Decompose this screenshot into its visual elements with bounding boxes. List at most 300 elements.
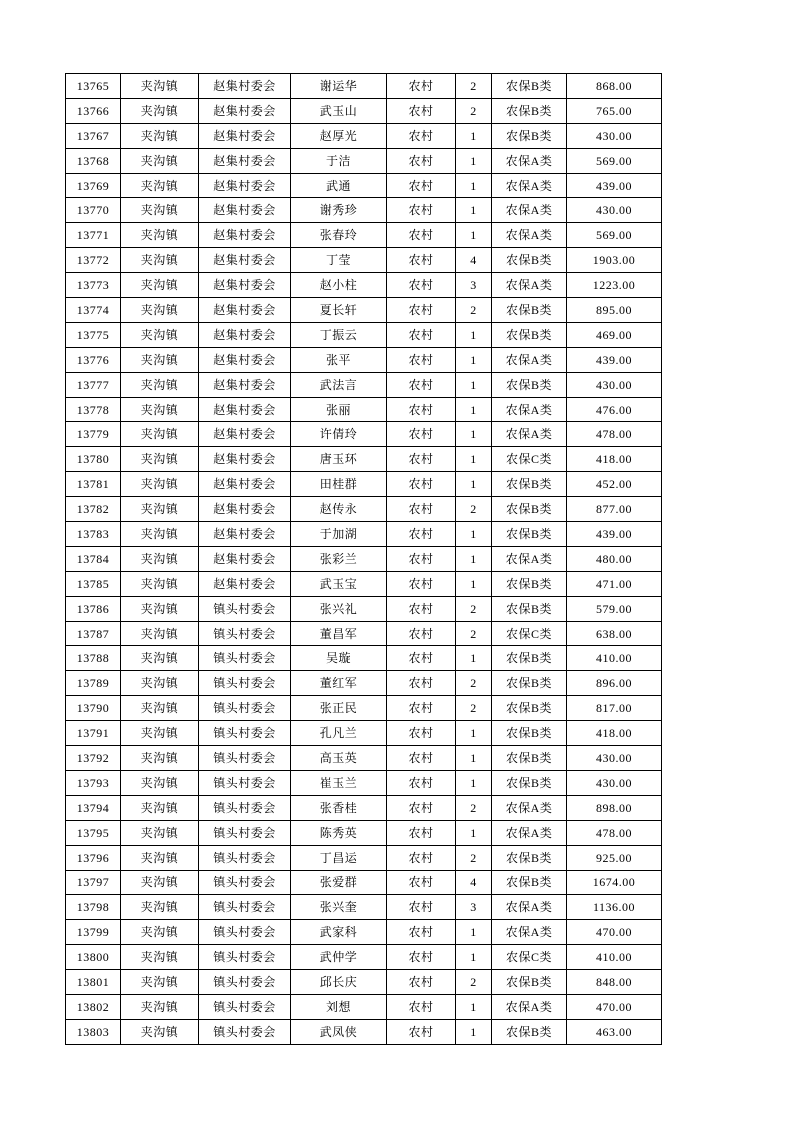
- cell-name: 张正民: [291, 696, 387, 721]
- cell-name: 武家科: [291, 920, 387, 945]
- cell-seq: 13768: [66, 148, 121, 173]
- cell-residence: 农村: [387, 546, 456, 571]
- cell-seq: 13781: [66, 472, 121, 497]
- cell-category: 农保B类: [492, 372, 567, 397]
- cell-name: 张香桂: [291, 795, 387, 820]
- cell-amount: 1223.00: [567, 273, 662, 298]
- cell-seq: 13791: [66, 721, 121, 746]
- cell-town: 夹沟镇: [121, 372, 199, 397]
- cell-category: 农保A类: [492, 920, 567, 945]
- cell-persons: 2: [456, 98, 492, 123]
- cell-name: 赵厚光: [291, 123, 387, 148]
- cell-category: 农保A类: [492, 422, 567, 447]
- cell-persons: 1: [456, 322, 492, 347]
- cell-amount: 418.00: [567, 447, 662, 472]
- cell-town: 夹沟镇: [121, 596, 199, 621]
- cell-persons: 2: [456, 298, 492, 323]
- cell-seq: 13796: [66, 845, 121, 870]
- cell-village: 镇头村委会: [199, 945, 291, 970]
- cell-persons: 1: [456, 223, 492, 248]
- cell-category: 农保B类: [492, 123, 567, 148]
- cell-village: 镇头村委会: [199, 920, 291, 945]
- table-row: [66, 994, 662, 1019]
- cell-seq: 13789: [66, 671, 121, 696]
- cell-amount: 579.00: [567, 596, 662, 621]
- cell-amount: 439.00: [567, 347, 662, 372]
- cell-amount: 471.00: [567, 571, 662, 596]
- cell-amount: 868.00: [567, 74, 662, 99]
- cell-village: 镇头村委会: [199, 671, 291, 696]
- cell-town: 夹沟镇: [121, 820, 199, 845]
- cell-village: 赵集村委会: [199, 347, 291, 372]
- cell-category: 农保B类: [492, 870, 567, 895]
- cell-village: 镇头村委会: [199, 696, 291, 721]
- cell-amount: 439.00: [567, 522, 662, 547]
- cell-village: 赵集村委会: [199, 223, 291, 248]
- cell-village: 镇头村委会: [199, 596, 291, 621]
- cell-name: 张春玲: [291, 223, 387, 248]
- cell-persons: 1: [456, 198, 492, 223]
- cell-residence: 农村: [387, 746, 456, 771]
- cell-category: 农保A类: [492, 273, 567, 298]
- cell-name: 赵传永: [291, 497, 387, 522]
- cell-seq: 13774: [66, 298, 121, 323]
- cell-village: 镇头村委会: [199, 994, 291, 1019]
- cell-seq: 13783: [66, 522, 121, 547]
- cell-residence: 农村: [387, 273, 456, 298]
- cell-amount: 478.00: [567, 820, 662, 845]
- cell-category: 农保B类: [492, 298, 567, 323]
- cell-village: 镇头村委会: [199, 895, 291, 920]
- table-row: [66, 372, 662, 397]
- cell-residence: 农村: [387, 646, 456, 671]
- table-row: [66, 1019, 662, 1044]
- table-row: [66, 571, 662, 596]
- cell-persons: 1: [456, 945, 492, 970]
- cell-persons: 1: [456, 148, 492, 173]
- cell-town: 夹沟镇: [121, 472, 199, 497]
- cell-category: 农保A类: [492, 795, 567, 820]
- cell-seq: 13784: [66, 546, 121, 571]
- cell-persons: 2: [456, 970, 492, 995]
- cell-residence: 农村: [387, 795, 456, 820]
- cell-seq: 13779: [66, 422, 121, 447]
- cell-category: 农保B类: [492, 721, 567, 746]
- cell-seq: 13797: [66, 870, 121, 895]
- cell-village: 赵集村委会: [199, 397, 291, 422]
- cell-town: 夹沟镇: [121, 945, 199, 970]
- cell-name: 张丽: [291, 397, 387, 422]
- cell-seq: 13793: [66, 770, 121, 795]
- cell-residence: 农村: [387, 596, 456, 621]
- cell-name: 许倩玲: [291, 422, 387, 447]
- cell-town: 夹沟镇: [121, 397, 199, 422]
- cell-amount: 765.00: [567, 98, 662, 123]
- cell-town: 夹沟镇: [121, 347, 199, 372]
- cell-seq: 13767: [66, 123, 121, 148]
- cell-town: 夹沟镇: [121, 447, 199, 472]
- cell-category: 农保B类: [492, 596, 567, 621]
- cell-name: 唐玉环: [291, 447, 387, 472]
- cell-residence: 农村: [387, 372, 456, 397]
- table-row: [66, 447, 662, 472]
- cell-amount: 463.00: [567, 1019, 662, 1044]
- cell-town: 夹沟镇: [121, 895, 199, 920]
- cell-persons: 1: [456, 522, 492, 547]
- table-row: [66, 123, 662, 148]
- cell-name: 刘想: [291, 994, 387, 1019]
- cell-residence: 农村: [387, 895, 456, 920]
- cell-town: 夹沟镇: [121, 994, 199, 1019]
- cell-name: 武法言: [291, 372, 387, 397]
- cell-name: 于洁: [291, 148, 387, 173]
- table-row: [66, 621, 662, 646]
- cell-village: 赵集村委会: [199, 123, 291, 148]
- cell-persons: 2: [456, 74, 492, 99]
- cell-amount: 430.00: [567, 123, 662, 148]
- cell-persons: 3: [456, 273, 492, 298]
- cell-amount: 418.00: [567, 721, 662, 746]
- cell-residence: 农村: [387, 497, 456, 522]
- cell-amount: 478.00: [567, 422, 662, 447]
- cell-name: 陈秀英: [291, 820, 387, 845]
- table-row: [66, 472, 662, 497]
- cell-amount: 470.00: [567, 920, 662, 945]
- cell-persons: 1: [456, 546, 492, 571]
- cell-name: 丁莹: [291, 248, 387, 273]
- cell-category: 农保B类: [492, 671, 567, 696]
- cell-seq: 13802: [66, 994, 121, 1019]
- cell-category: 农保B类: [492, 770, 567, 795]
- cell-village: 赵集村委会: [199, 98, 291, 123]
- cell-name: 武凤侠: [291, 1019, 387, 1044]
- cell-residence: 农村: [387, 571, 456, 596]
- cell-residence: 农村: [387, 1019, 456, 1044]
- cell-town: 夹沟镇: [121, 74, 199, 99]
- cell-residence: 农村: [387, 74, 456, 99]
- cell-town: 夹沟镇: [121, 173, 199, 198]
- cell-persons: 2: [456, 621, 492, 646]
- cell-name: 张兴礼: [291, 596, 387, 621]
- cell-persons: 4: [456, 870, 492, 895]
- cell-town: 夹沟镇: [121, 248, 199, 273]
- cell-town: 夹沟镇: [121, 970, 199, 995]
- table-row: [66, 98, 662, 123]
- cell-amount: 476.00: [567, 397, 662, 422]
- cell-residence: 农村: [387, 621, 456, 646]
- table-row: [66, 870, 662, 895]
- cell-seq: 13801: [66, 970, 121, 995]
- table-row: [66, 671, 662, 696]
- cell-town: 夹沟镇: [121, 298, 199, 323]
- cell-seq: 13775: [66, 322, 121, 347]
- cell-amount: 817.00: [567, 696, 662, 721]
- cell-seq: 13771: [66, 223, 121, 248]
- cell-amount: 877.00: [567, 497, 662, 522]
- cell-town: 夹沟镇: [121, 123, 199, 148]
- cell-village: 赵集村委会: [199, 472, 291, 497]
- table-row: [66, 397, 662, 422]
- table-row: [66, 646, 662, 671]
- cell-residence: 农村: [387, 148, 456, 173]
- cell-persons: 1: [456, 347, 492, 372]
- cell-persons: 2: [456, 845, 492, 870]
- table-body: [66, 74, 662, 1045]
- cell-village: 镇头村委会: [199, 970, 291, 995]
- cell-category: 农保A类: [492, 820, 567, 845]
- cell-village: 赵集村委会: [199, 522, 291, 547]
- cell-name: 孔凡兰: [291, 721, 387, 746]
- cell-category: 农保B类: [492, 696, 567, 721]
- cell-residence: 农村: [387, 123, 456, 148]
- cell-category: 农保B类: [492, 646, 567, 671]
- cell-seq: 13786: [66, 596, 121, 621]
- cell-persons: 2: [456, 795, 492, 820]
- cell-amount: 430.00: [567, 198, 662, 223]
- cell-village: 赵集村委会: [199, 571, 291, 596]
- cell-seq: 13792: [66, 746, 121, 771]
- cell-residence: 农村: [387, 223, 456, 248]
- cell-residence: 农村: [387, 770, 456, 795]
- cell-village: 镇头村委会: [199, 646, 291, 671]
- cell-village: 镇头村委会: [199, 1019, 291, 1044]
- cell-seq: 13799: [66, 920, 121, 945]
- cell-amount: 895.00: [567, 298, 662, 323]
- table-row: [66, 596, 662, 621]
- cell-name: 高玉英: [291, 746, 387, 771]
- cell-amount: 638.00: [567, 621, 662, 646]
- cell-town: 夹沟镇: [121, 546, 199, 571]
- cell-persons: 1: [456, 447, 492, 472]
- cell-category: 农保C类: [492, 621, 567, 646]
- cell-town: 夹沟镇: [121, 870, 199, 895]
- cell-town: 夹沟镇: [121, 273, 199, 298]
- cell-name: 崔玉兰: [291, 770, 387, 795]
- cell-persons: 1: [456, 994, 492, 1019]
- cell-seq: 13773: [66, 273, 121, 298]
- cell-persons: 1: [456, 746, 492, 771]
- cell-category: 农保A类: [492, 223, 567, 248]
- cell-residence: 农村: [387, 298, 456, 323]
- cell-seq: 13798: [66, 895, 121, 920]
- table-row: [66, 721, 662, 746]
- cell-residence: 农村: [387, 472, 456, 497]
- cell-category: 农保B类: [492, 845, 567, 870]
- cell-residence: 农村: [387, 522, 456, 547]
- table-row: [66, 746, 662, 771]
- cell-persons: 4: [456, 248, 492, 273]
- cell-category: 农保B类: [492, 571, 567, 596]
- cell-town: 夹沟镇: [121, 746, 199, 771]
- cell-seq: 13782: [66, 497, 121, 522]
- cell-category: 农保A类: [492, 397, 567, 422]
- cell-residence: 农村: [387, 322, 456, 347]
- cell-town: 夹沟镇: [121, 920, 199, 945]
- cell-town: 夹沟镇: [121, 571, 199, 596]
- cell-category: 农保B类: [492, 98, 567, 123]
- cell-residence: 农村: [387, 870, 456, 895]
- cell-name: 张彩兰: [291, 546, 387, 571]
- cell-amount: 569.00: [567, 148, 662, 173]
- cell-category: 农保C类: [492, 447, 567, 472]
- cell-name: 董昌军: [291, 621, 387, 646]
- cell-residence: 农村: [387, 447, 456, 472]
- cell-seq: 13788: [66, 646, 121, 671]
- cell-persons: 1: [456, 920, 492, 945]
- cell-residence: 农村: [387, 198, 456, 223]
- cell-name: 田桂群: [291, 472, 387, 497]
- cell-category: 农保B类: [492, 970, 567, 995]
- cell-amount: 848.00: [567, 970, 662, 995]
- table-row: [66, 198, 662, 223]
- cell-village: 赵集村委会: [199, 322, 291, 347]
- cell-persons: 1: [456, 1019, 492, 1044]
- cell-seq: 13800: [66, 945, 121, 970]
- table-row: [66, 248, 662, 273]
- table-row: [66, 820, 662, 845]
- cell-village: 镇头村委会: [199, 770, 291, 795]
- cell-persons: 3: [456, 895, 492, 920]
- benefit-roster-table: [65, 73, 662, 1045]
- cell-name: 于加湖: [291, 522, 387, 547]
- cell-town: 夹沟镇: [121, 646, 199, 671]
- cell-persons: 2: [456, 696, 492, 721]
- cell-amount: 452.00: [567, 472, 662, 497]
- cell-village: 赵集村委会: [199, 148, 291, 173]
- cell-amount: 1136.00: [567, 895, 662, 920]
- cell-amount: 480.00: [567, 546, 662, 571]
- table-row: [66, 322, 662, 347]
- cell-seq: 13765: [66, 74, 121, 99]
- cell-category: 农保B类: [492, 1019, 567, 1044]
- cell-seq: 13770: [66, 198, 121, 223]
- cell-town: 夹沟镇: [121, 621, 199, 646]
- cell-village: 赵集村委会: [199, 298, 291, 323]
- cell-village: 赵集村委会: [199, 447, 291, 472]
- table-row: [66, 298, 662, 323]
- cell-village: 镇头村委会: [199, 795, 291, 820]
- cell-seq: 13785: [66, 571, 121, 596]
- cell-persons: 1: [456, 123, 492, 148]
- table-row: [66, 795, 662, 820]
- cell-amount: 470.00: [567, 994, 662, 1019]
- cell-seq: 13795: [66, 820, 121, 845]
- cell-persons: 2: [456, 596, 492, 621]
- table-row: [66, 770, 662, 795]
- table-row: [66, 920, 662, 945]
- cell-amount: 410.00: [567, 646, 662, 671]
- cell-residence: 农村: [387, 820, 456, 845]
- cell-town: 夹沟镇: [121, 223, 199, 248]
- cell-seq: 13787: [66, 621, 121, 646]
- cell-town: 夹沟镇: [121, 1019, 199, 1044]
- table-row: [66, 970, 662, 995]
- cell-name: 武玉宝: [291, 571, 387, 596]
- cell-town: 夹沟镇: [121, 770, 199, 795]
- cell-residence: 农村: [387, 422, 456, 447]
- cell-village: 赵集村委会: [199, 173, 291, 198]
- cell-town: 夹沟镇: [121, 198, 199, 223]
- cell-residence: 农村: [387, 994, 456, 1019]
- cell-persons: 1: [456, 397, 492, 422]
- cell-amount: 925.00: [567, 845, 662, 870]
- cell-residence: 农村: [387, 920, 456, 945]
- cell-category: 农保B类: [492, 248, 567, 273]
- cell-amount: 439.00: [567, 173, 662, 198]
- cell-town: 夹沟镇: [121, 696, 199, 721]
- cell-village: 镇头村委会: [199, 746, 291, 771]
- cell-residence: 农村: [387, 721, 456, 746]
- cell-village: 镇头村委会: [199, 721, 291, 746]
- cell-persons: 1: [456, 422, 492, 447]
- cell-town: 夹沟镇: [121, 497, 199, 522]
- cell-seq: 13769: [66, 173, 121, 198]
- cell-seq: 13766: [66, 98, 121, 123]
- cell-village: 镇头村委会: [199, 870, 291, 895]
- table-row: [66, 422, 662, 447]
- cell-persons: 2: [456, 497, 492, 522]
- cell-residence: 农村: [387, 98, 456, 123]
- cell-village: 赵集村委会: [199, 497, 291, 522]
- cell-persons: 2: [456, 671, 492, 696]
- cell-name: 赵小柱: [291, 273, 387, 298]
- table-row: [66, 74, 662, 99]
- cell-residence: 农村: [387, 248, 456, 273]
- cell-town: 夹沟镇: [121, 522, 199, 547]
- cell-category: 农保B类: [492, 497, 567, 522]
- cell-village: 镇头村委会: [199, 845, 291, 870]
- cell-category: 农保A类: [492, 546, 567, 571]
- cell-amount: 1903.00: [567, 248, 662, 273]
- cell-category: 农保B类: [492, 522, 567, 547]
- table-row: [66, 696, 662, 721]
- cell-town: 夹沟镇: [121, 721, 199, 746]
- cell-name: 武仲学: [291, 945, 387, 970]
- cell-town: 夹沟镇: [121, 98, 199, 123]
- cell-seq: 13776: [66, 347, 121, 372]
- cell-persons: 1: [456, 770, 492, 795]
- cell-seq: 13794: [66, 795, 121, 820]
- table-row: [66, 522, 662, 547]
- cell-category: 农保B类: [492, 74, 567, 99]
- cell-town: 夹沟镇: [121, 671, 199, 696]
- cell-persons: 1: [456, 820, 492, 845]
- cell-village: 赵集村委会: [199, 422, 291, 447]
- cell-name: 武玉山: [291, 98, 387, 123]
- cell-amount: 896.00: [567, 671, 662, 696]
- table-row: [66, 148, 662, 173]
- cell-amount: 410.00: [567, 945, 662, 970]
- cell-residence: 农村: [387, 347, 456, 372]
- cell-category: 农保A类: [492, 347, 567, 372]
- cell-village: 镇头村委会: [199, 621, 291, 646]
- cell-category: 农保A类: [492, 148, 567, 173]
- table-row: [66, 845, 662, 870]
- cell-residence: 农村: [387, 397, 456, 422]
- cell-village: 镇头村委会: [199, 820, 291, 845]
- cell-name: 张兴奎: [291, 895, 387, 920]
- cell-town: 夹沟镇: [121, 795, 199, 820]
- table-row: [66, 273, 662, 298]
- cell-persons: 1: [456, 571, 492, 596]
- table-row: [66, 546, 662, 571]
- cell-name: 张爱群: [291, 870, 387, 895]
- cell-village: 赵集村委会: [199, 74, 291, 99]
- cell-seq: 13790: [66, 696, 121, 721]
- cell-persons: 1: [456, 472, 492, 497]
- cell-amount: 430.00: [567, 372, 662, 397]
- cell-residence: 农村: [387, 845, 456, 870]
